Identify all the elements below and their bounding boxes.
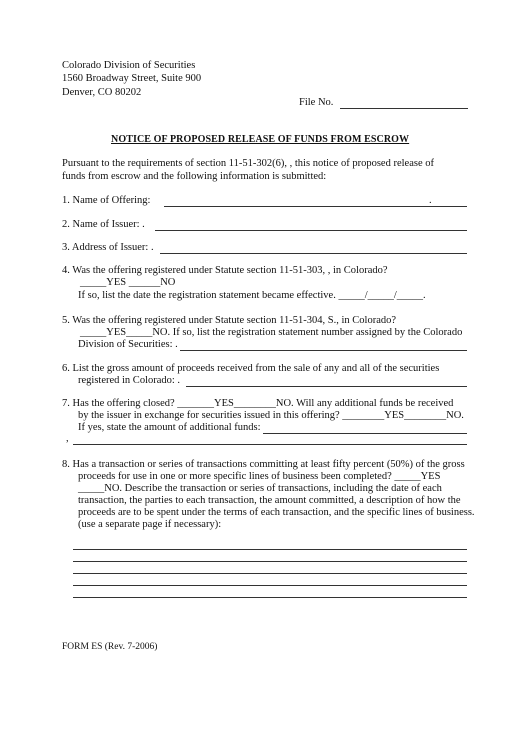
q4-line-1: 4. Was the offering registered under Statute section 11-51-303, , in Colorado? (62, 265, 388, 276)
q4-line-3[interactable]: If so, list the date the registration statement became effective. _____/_____/_____. (78, 290, 426, 301)
q8-line-5: proceeds are to be spent under the terms of each transaction, and the specific lines of business. (78, 507, 475, 518)
q1-label: 1. Name of Offering: (62, 195, 151, 206)
q8-answer-line[interactable] (73, 585, 467, 586)
intro-line-2: funds from escrow and the following information is submitted: (62, 171, 327, 182)
q1-trail: . (429, 195, 432, 206)
q2-label: 2. Name of Issuer: . (62, 219, 145, 230)
agency-name: Colorado Division of Securities (62, 60, 196, 71)
form-id: FORM ES (Rev. 7-2006) (62, 642, 158, 652)
q8-answer-line[interactable] (73, 549, 467, 550)
q6-line-2: registered in Colorado: . (78, 375, 181, 386)
file-no-label: File No. (299, 97, 334, 108)
q2-issuer-name-field[interactable] (155, 230, 467, 231)
q5-line-1: 5. Was the offering registered under Statute section 11-51-304, S., in Colorado? (62, 315, 397, 326)
q6-line-1: 6. List the gross amount of proceeds received from the sale of any and all of the securities (62, 363, 440, 374)
form-title: NOTICE OF PROPOSED RELEASE OF FUNDS FROM ESCROW (111, 134, 410, 145)
q4-yes-no[interactable]: _____YES ______NO (80, 277, 176, 288)
q7-line-2[interactable]: by the issuer in exchange for securities issued in this offering? ________YES________NO. (78, 410, 464, 421)
q1-offering-name-field[interactable] (164, 206, 467, 207)
q7-line-3: If yes, state the amount of additional funds: (78, 422, 261, 433)
q8-answer-line[interactable] (73, 573, 467, 574)
intro-line-1: Pursuant to the requirements of section 11-51-302(6), , this notice of proposed release of (62, 158, 434, 169)
file-no-field[interactable] (340, 108, 468, 109)
q5-registration-number-field[interactable] (180, 350, 467, 351)
q8-answer-line[interactable] (73, 561, 467, 562)
q7-mark: , (66, 433, 69, 444)
q3-label: 3. Address of Issuer: . (62, 242, 154, 253)
q7-additional-funds-field[interactable] (263, 433, 467, 434)
agency-city: Denver, CO 80202 (62, 87, 142, 98)
q3-issuer-address-field[interactable] (160, 253, 467, 254)
q8-line-4: transaction, the parties to each transaction, the amount committed, a description of how the (78, 495, 461, 506)
agency-street: 1560 Broadway Street, Suite 900 (62, 73, 202, 84)
q8-line-3[interactable]: _____NO. Describe the transaction or series of transactions, including the date of each (78, 483, 442, 494)
q8-line-2[interactable]: proceeds for use in one or more specific lines of business been completed? _____YES (78, 471, 441, 482)
q7-additional-funds-field-2[interactable] (73, 444, 467, 445)
q8-line-1: 8. Has a transaction or series of transactions committing at least fifty percent (50%) of the gross (62, 459, 465, 470)
q8-answer-line[interactable] (73, 597, 467, 598)
q6-gross-proceeds-field[interactable] (186, 386, 467, 387)
q5-line-2[interactable]: _____YES_____NO. If so, list the registration statement number assigned by the Colorado (80, 327, 463, 338)
q5-line-3: Division of Securities: . (78, 339, 178, 350)
q7-line-1[interactable]: 7. Has the offering closed? _______YES________NO. Will any additional funds be received (62, 398, 454, 409)
q8-line-6: (use a separate page if necessary): (78, 519, 222, 530)
